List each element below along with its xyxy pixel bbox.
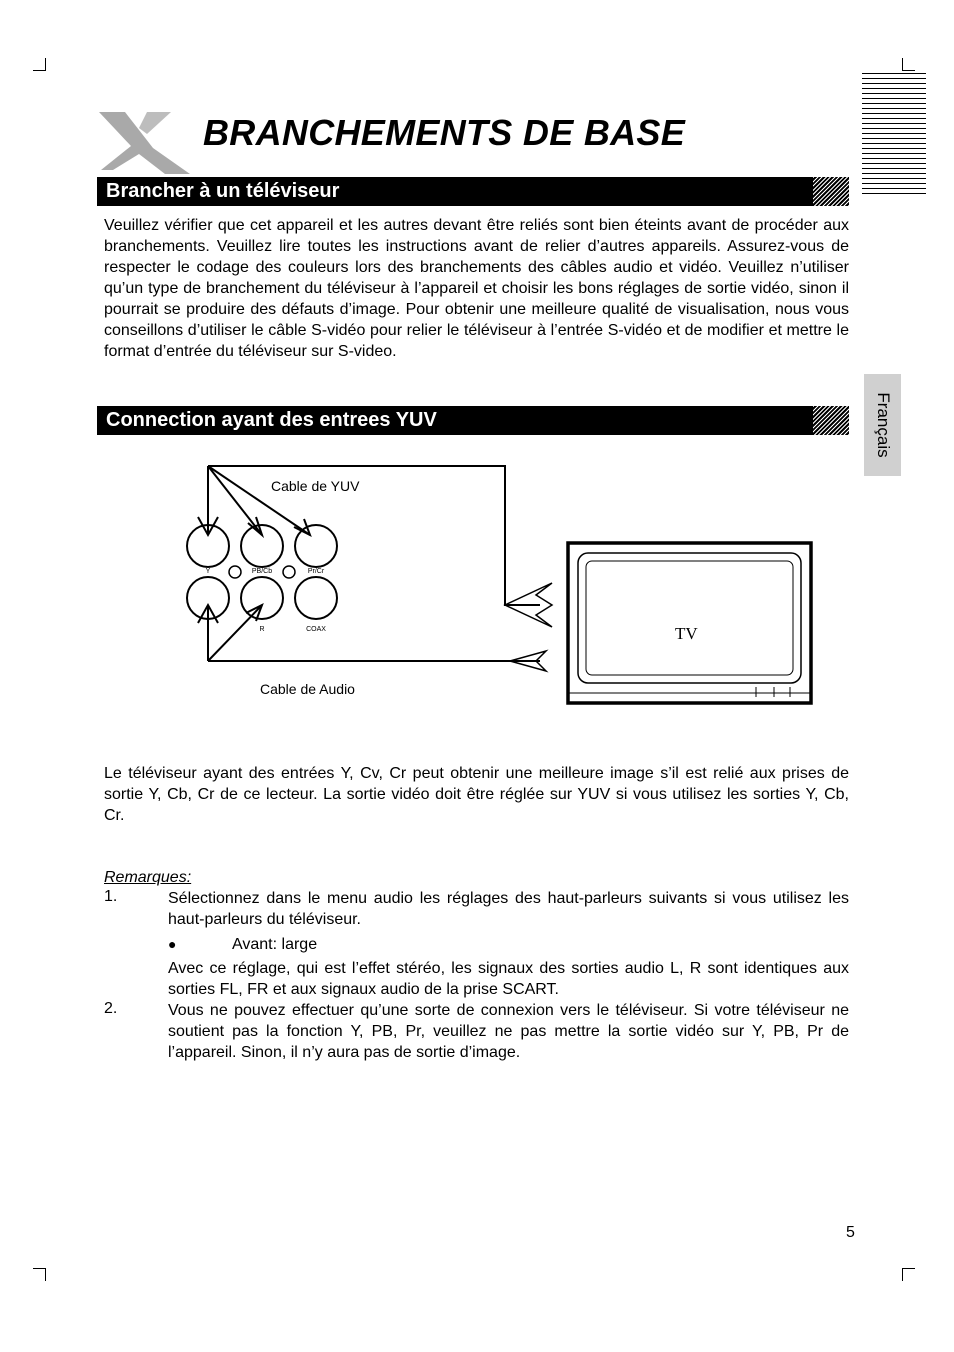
section-heading-tv-text: Brancher à un téléviseur — [106, 180, 340, 202]
jack-label-y: Y — [205, 568, 211, 575]
language-tab-label: Français — [873, 392, 893, 458]
jack-label-coax: COAX — [306, 626, 326, 633]
crop-mark-bottom-left — [33, 1268, 46, 1281]
section-heading-yuv — [97, 406, 849, 435]
jack-label-pr: Pr/Cr — [307, 568, 325, 575]
section-heading-yuv-text: Connection ayant des entrees YUV — [106, 409, 437, 431]
x-logo-icon — [95, 108, 195, 176]
remark-1-text: Sélectionnez dans le menu audio les réglages des haut-parleurs suivants si vous utilisez les haut-parleurs du téléviseur. — [168, 890, 849, 928]
remark-2-number: 2. — [104, 1000, 118, 1017]
section-tv-body: Veuillez vérifier que cet appareil et les autres devant être reliés sont bien éteints avant de procéder aux branchements. Veuillez lire toutes les instructions avant de relier d’autres appareils. Assurez-vous de respecter le codage des couleurs lors des branchements des câbles audio et vidéo. Veuillez n’utiliser qu’un type de branchement du téléviseur à l’appareil et choisir les bons réglages de sortie vidéo, sinon il pourrait se produire des défauts d’image. Pour obtenir une meilleure qualité de visualisation, nous vous conseillons d’utiliser le câble S-vidéo pour relier le téléviseur à l’entrée S-vidéo et de modifier et mettre le format d’entrée du téléviseur sur S-video. — [104, 217, 849, 360]
bullet-icon: ● — [168, 936, 177, 952]
label-yuv-cable: Cable de YUV — [271, 478, 360, 494]
label-audio-cable: Cable de Audio — [260, 681, 355, 697]
bullet-text: Avec ce réglage, qui est l’effet stéréo, les signaux des sorties audio L, R sont identiques aux sorties FL, FR et aux signaux audio de la prise SCART. — [168, 960, 849, 998]
section-yuv-body: Le téléviseur ayant des entrées Y, Cv, Cr peut obtenir une meilleure image s’il est relié aux prises de sortie Y, Cb, Cr de ce lecteur. La sortie vidéo doit être réglée sur YUV si vous utilisez les sorties Y, Cb, Cr. — [104, 765, 849, 824]
section-heading-tv — [97, 177, 849, 206]
bullet-label: Avant: large — [232, 936, 318, 953]
remarks-heading: Remarques: — [104, 869, 192, 886]
page-number: 5 — [846, 1224, 855, 1241]
tv-label: TV — [675, 624, 698, 643]
page-title: BRANCHEMENTS DE BASE — [203, 112, 686, 153]
yuv-connection-diagram — [170, 455, 820, 710]
crop-mark-top-right — [902, 58, 915, 71]
remark-1-number: 1. — [104, 888, 118, 905]
language-tab — [864, 374, 901, 476]
jack-label-r: R — [259, 626, 265, 633]
crop-mark-bottom-right — [902, 1268, 915, 1281]
decorative-stripes — [862, 73, 926, 197]
heading-hatch — [813, 177, 849, 206]
remark-2-text: Vous ne pouvez effectuer qu’une sorte de connexion vers le téléviseur. Si votre téléviseur ne soutient pas la fonction Y, PB, Pr, veuillez ne pas mettre la sortie vidéo sur Y, PB, Pr de l’appareil. Sinon, il n’y aura pas de sortie d’image. — [168, 1002, 849, 1061]
jack-label-pb: PB/Cb — [251, 568, 273, 575]
crop-mark-top-left — [33, 58, 46, 71]
heading-hatch — [813, 406, 849, 435]
